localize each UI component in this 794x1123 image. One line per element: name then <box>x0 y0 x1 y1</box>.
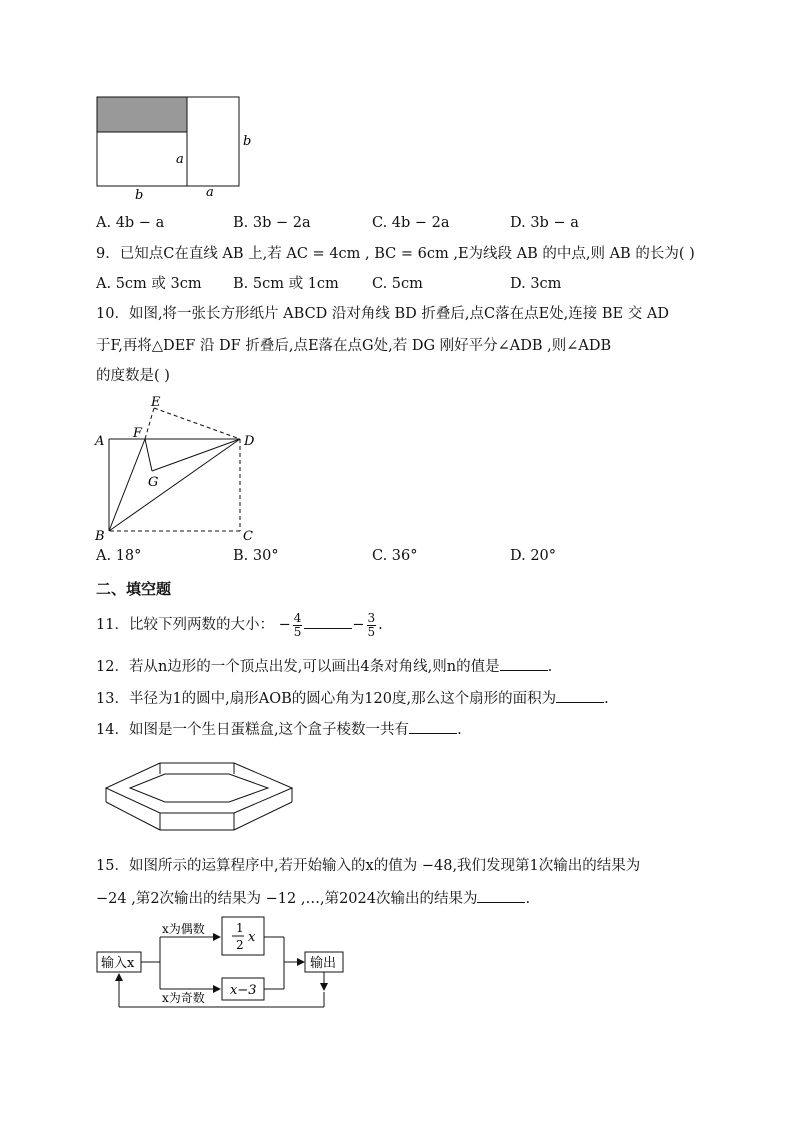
q10-option-d[interactable]: D. 20° <box>510 548 557 564</box>
half-variable: x <box>248 930 256 945</box>
q15-line2-text: −24 ,第2次输出的结果为 −12 ,…,第2024次输出的结果为 <box>96 891 478 907</box>
q13-line: 13．半径为1的圆中,扇形AOB的圆心角为120度,那么这个扇形的面积为 . <box>96 688 609 709</box>
q12-line: 12．若从n边形的一个顶点出发,可以画出4条对角线,则n的值是 . <box>96 656 552 677</box>
odd-label: x为奇数 <box>162 991 205 1005</box>
q14-line: 14．如图是一个生日蛋糕盒,这个盒子棱数一共有 . <box>96 719 462 740</box>
q15-line1: 15．如图所示的运算程序中,若开始输入的x的值为 −48,我们发现第1次输出的结果为 <box>96 858 641 874</box>
q10-option-c[interactable]: C. 36° <box>372 548 418 564</box>
even-label: x为偶数 <box>162 922 205 936</box>
q11-line: 11．比较下列两数的大小： − $\frac{4}{5}$ − $\frac{3}{5}$ . <box>96 610 383 639</box>
q8-option-d[interactable]: D. 3b − a <box>510 215 579 231</box>
flowchart <box>92 912 352 1012</box>
half-denominator: 2 <box>236 938 244 952</box>
minus-sign: − <box>352 617 365 633</box>
q8-figure <box>90 90 260 200</box>
output-label: 输出 <box>310 956 337 971</box>
q9-option-b[interactable]: B. 5cm 或 1cm <box>233 276 339 292</box>
minus-sign: − <box>278 617 291 633</box>
q9-option-d[interactable]: D. 3cm <box>510 276 562 292</box>
cake-box-figure <box>100 758 300 838</box>
label-D: D <box>244 434 255 449</box>
input-label: 输入x <box>101 956 135 971</box>
q10-figure <box>90 392 270 542</box>
label-a-inner: a <box>176 152 184 167</box>
label-b-bottom: b <box>135 188 144 200</box>
q9-option-c[interactable]: C. 5cm <box>372 276 423 292</box>
shaded-rect <box>97 97 187 132</box>
q15-line2: −24 ,第2次输出的结果为 −12 ,…,第2024次输出的结果为 . <box>96 888 530 909</box>
q10-line1: 10．如图,将一张长方形纸片 ABCD 沿对角线 BD 折叠后,点C落在点E处,连接 BE 交 AD <box>96 306 669 322</box>
q10-line2: 于F,再将△DEF 沿 DF 折叠后,点E落在点G处,若 DG 刚好平分∠ADB ,则∠ADB <box>96 338 612 354</box>
label-B: B <box>95 529 105 542</box>
section-title-fill-in: 二、填空题 <box>96 580 172 598</box>
label-a-bottom: a <box>206 185 214 200</box>
q10-line3: 的度数是( ) <box>96 368 170 384</box>
half-numerator: 1 <box>236 921 244 935</box>
q12-text: 12．若从n边形的一个顶点出发,可以画出4条对角线,则n的值是 <box>96 659 500 675</box>
q11-prefix: 11．比较下列两数的大小： <box>96 617 274 633</box>
q14-text: 14．如图是一个生日蛋糕盒,这个盒子棱数一共有 <box>96 722 410 738</box>
fraction-4-5: $\frac{4}{5}$ <box>293 610 302 639</box>
q8-option-a[interactable]: A. 4b − a <box>96 215 165 231</box>
q8-option-c[interactable]: C. 4b − 2a <box>372 215 450 231</box>
label-C: C <box>243 529 253 542</box>
q13-text: 13．半径为1的圆中,扇形AOB的圆心角为120度,那么这个扇形的面积为 <box>96 691 557 707</box>
label-A: A <box>95 434 105 449</box>
q9-text: 9．已知点C在直线 AB 上,若 AC = 4cm , BC = 6cm ,E为线段 AB 的中点,则 AB 的长为( ) <box>96 246 695 262</box>
q10-option-a[interactable]: A. 18° <box>96 548 142 564</box>
q10-option-b[interactable]: B. 30° <box>233 548 279 564</box>
label-b-right: b <box>243 134 252 149</box>
label-F: F <box>133 426 143 441</box>
fraction-3-5: $\frac{3}{5}$ <box>367 610 376 639</box>
q9-option-a[interactable]: A. 5cm 或 3cm <box>96 276 202 292</box>
q12-answer-blank[interactable] <box>500 656 548 671</box>
q15-answer-blank[interactable] <box>477 888 525 903</box>
q11-answer-blank[interactable] <box>304 614 352 629</box>
q8-option-b[interactable]: B. 3b − 2a <box>233 215 311 231</box>
q14-answer-blank[interactable] <box>409 719 457 734</box>
minus3-label: x−3 <box>230 983 257 998</box>
q13-answer-blank[interactable] <box>556 688 604 703</box>
label-G: G <box>148 475 159 490</box>
label-E: E <box>151 395 161 410</box>
